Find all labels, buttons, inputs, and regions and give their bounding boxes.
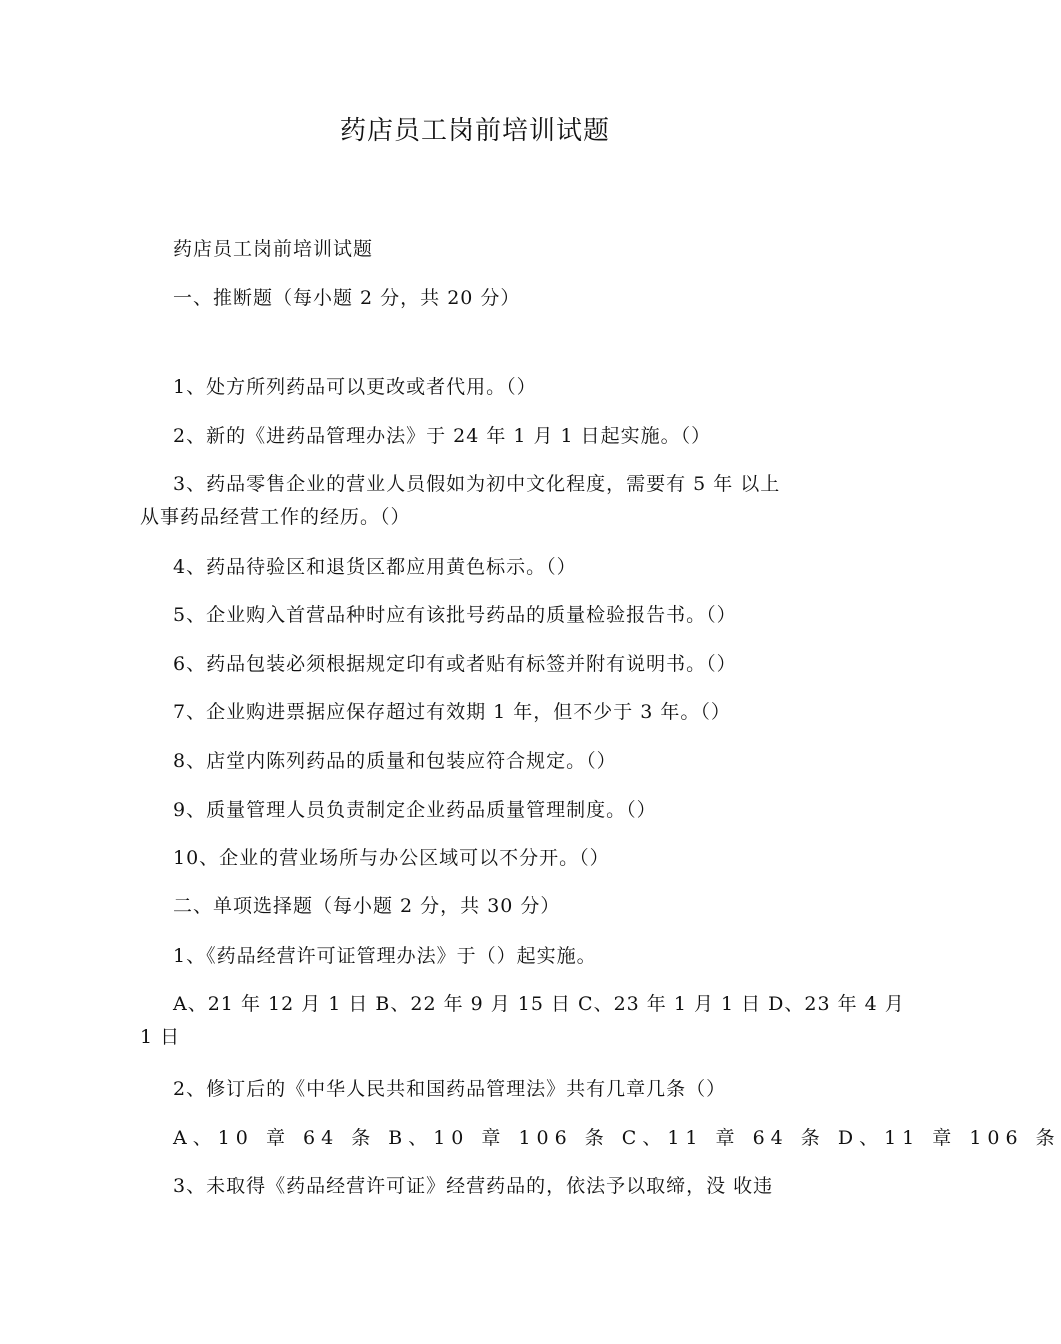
question-1: 1、处方所列药品可以更改或者代用。（）: [173, 376, 537, 398]
page-title: 药店员工岗前培训试题: [339, 116, 610, 146]
question-10: 10、企业的营业场所与办公区域可以不分开。（）: [173, 847, 610, 869]
section-heading-single-choice: 二、单项选择题（每小题 2 分，共 30 分）: [173, 895, 561, 917]
question-4: 4、药品待验区和退货区都应用黄色标示。（）: [173, 556, 577, 578]
choice-question-3: 3、未取得《药品经营许可证》经营药品的，依法予以取缔，没 收违: [173, 1175, 774, 1197]
question-6: 6、药品包装必须根据规定印有或者贴有标签并附有说明书。（）: [173, 653, 737, 675]
question-2: 2、新的《进药品管理办法》于 24 年 1 月 1 日起实施。（）: [173, 425, 712, 447]
section-heading-judgment: 一、推断题（每小题 2 分，共 20 分）: [173, 287, 521, 309]
question-3-line-2: 从事药品经营工作的经历。（）: [140, 506, 411, 528]
choice-question-2: 2、修订后的《中华人民共和国药品管理法》共有几章几条（）: [173, 1078, 727, 1100]
choice-question-1: 1、《药品经营许可证管理办法》于（）起实施。: [173, 945, 597, 967]
choice-question-1-options-line-2: 1 日: [140, 1026, 181, 1048]
question-8: 8、店堂内陈列药品的质量和包装应符合规定。（）: [173, 750, 617, 772]
question-7: 7、企业购进票据应保存超过有效期 1 年，但不少于 3 年。（）: [173, 701, 731, 723]
choice-question-1-options-line-1: A、21 年 12 月 1 日 B、22 年 9 月 15 日 C、23 年 1 月 1 日 D、23 年 4 月: [173, 993, 905, 1015]
subtitle: 药店员工岗前培训试题: [173, 238, 374, 260]
question-3-line-1: 3、药品零售企业的营业人员假如为初中文化程度，需要有 5 年 以上: [173, 473, 781, 495]
choice-question-2-options: A、10 章 64 条 B、10 章 106 条 C、11 章 64 条 D、11 章 106 条: [173, 1127, 1061, 1149]
question-9: 9、质量管理人员负责制定企业药品质量管理制度。（）: [173, 799, 657, 821]
question-5: 5、企业购入首营品种时应有该批号药品的质量检验报告书。（）: [173, 604, 737, 626]
